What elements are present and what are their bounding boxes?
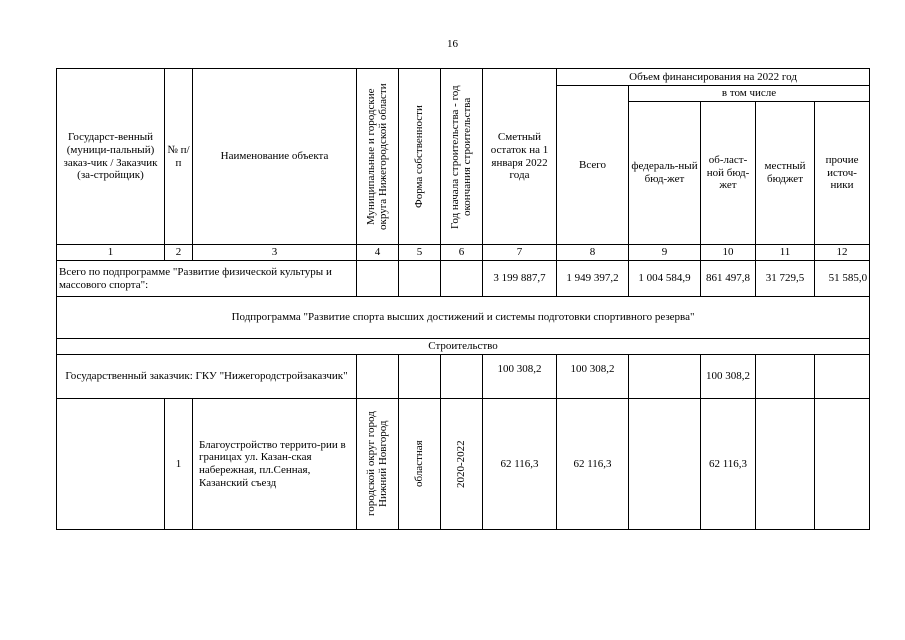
empty-cell bbox=[756, 399, 815, 530]
empty-cell bbox=[399, 355, 441, 399]
subprogram-total-sum: 1 949 397,2 bbox=[557, 261, 629, 297]
empty-cell bbox=[815, 399, 870, 530]
object-municipality-cell bbox=[357, 399, 399, 530]
header-years: Год начала строительства - год окончания строительства bbox=[449, 84, 474, 229]
header-total: Всего bbox=[557, 86, 629, 245]
column-number: 2 bbox=[165, 245, 193, 261]
subprogram-total-regional: 861 497,8 bbox=[701, 261, 756, 297]
empty-cell bbox=[629, 355, 701, 399]
empty-cell bbox=[441, 261, 483, 297]
object-balance: 62 116,3 bbox=[483, 399, 557, 530]
subprogram-total-row bbox=[57, 261, 870, 297]
column-number: 5 bbox=[399, 245, 441, 261]
object-municipality: городской округ город Нижний Новгород bbox=[365, 411, 390, 517]
empty-cell bbox=[57, 399, 165, 530]
column-number: 3 bbox=[193, 245, 357, 261]
column-number: 9 bbox=[629, 245, 701, 261]
subprogram-title-row bbox=[57, 297, 870, 339]
object-total: 62 116,3 bbox=[557, 399, 629, 530]
header-federal: федераль-ный бюд-жет bbox=[629, 102, 701, 245]
header-balance: Сметный остаток на 1 января 2022 года bbox=[483, 69, 557, 245]
header-other: прочие источ-ники bbox=[815, 102, 870, 245]
empty-cell bbox=[441, 355, 483, 399]
subprogram-total-other: 51 585,0 bbox=[815, 261, 870, 297]
header-funding: Объем финансирования на 2022 год bbox=[557, 69, 870, 86]
customer-total: 100 308,2 bbox=[557, 355, 629, 399]
empty-cell bbox=[629, 399, 701, 530]
header-ownership-cell bbox=[399, 69, 441, 245]
header-municipality-cell bbox=[357, 69, 399, 245]
subprogram-total-federal: 1 004 584,9 bbox=[629, 261, 701, 297]
object-ownership-cell bbox=[399, 399, 441, 530]
column-number: 8 bbox=[557, 245, 629, 261]
header-ownership: Форма собственности bbox=[413, 105, 426, 208]
column-number: 11 bbox=[756, 245, 815, 261]
empty-cell bbox=[815, 355, 870, 399]
column-number: 1 bbox=[57, 245, 165, 261]
empty-cell bbox=[357, 355, 399, 399]
header-object-name: Наименование объекта bbox=[193, 69, 357, 245]
object-name: Благоустройство террито-рии в границах ул. Казан-ская набережная, пл.Сенная, Казанский съезд bbox=[193, 399, 357, 530]
page-number: 16 bbox=[447, 38, 458, 50]
subprogram-total-balance: 3 199 887,7 bbox=[483, 261, 557, 297]
object-years: 2020-2022 bbox=[455, 440, 468, 488]
header-local: местный бюджет bbox=[756, 102, 815, 245]
header-customer: Государст-венный (муници-пальный) заказ-чик / Заказчик (за-стройщик) bbox=[57, 69, 165, 245]
column-number-row bbox=[57, 245, 870, 261]
customer-label: Государственный заказчик: ГКУ "Нижегородстройзаказчик" bbox=[57, 355, 357, 399]
empty-cell bbox=[357, 261, 399, 297]
customer-row bbox=[57, 355, 870, 399]
object-number: 1 bbox=[165, 399, 193, 530]
header-years-cell bbox=[441, 69, 483, 245]
object-years-cell bbox=[441, 399, 483, 530]
funding-table bbox=[56, 68, 870, 530]
column-number: 12 bbox=[815, 245, 870, 261]
object-ownership: областная bbox=[413, 440, 426, 488]
empty-cell bbox=[756, 355, 815, 399]
customer-balance: 100 308,2 bbox=[483, 355, 557, 399]
header-including: в том числе bbox=[629, 86, 870, 102]
subprogram-total-label: Всего по подпрограмме "Развитие физической культуры и массового спорта": bbox=[57, 261, 357, 297]
header-municipality: Муниципальные и городские округа Нижегородской области bbox=[365, 83, 390, 230]
column-number: 7 bbox=[483, 245, 557, 261]
subprogram-total-local: 31 729,5 bbox=[756, 261, 815, 297]
header-number: № п/п bbox=[165, 69, 193, 245]
empty-cell bbox=[399, 261, 441, 297]
section-title: Строительство bbox=[57, 339, 870, 355]
section-title-row bbox=[57, 339, 870, 355]
header-regional: об-ласт-ной бюд-жет bbox=[701, 102, 756, 245]
customer-regional: 100 308,2 bbox=[701, 355, 756, 399]
column-number: 4 bbox=[357, 245, 399, 261]
column-number: 10 bbox=[701, 245, 756, 261]
object-row bbox=[57, 399, 870, 530]
object-regional: 62 116,3 bbox=[701, 399, 756, 530]
subprogram-title: Подпрограмма "Развитие спорта высших достижений и системы подготовки спортивного резерва" bbox=[57, 297, 870, 339]
column-number: 6 bbox=[441, 245, 483, 261]
